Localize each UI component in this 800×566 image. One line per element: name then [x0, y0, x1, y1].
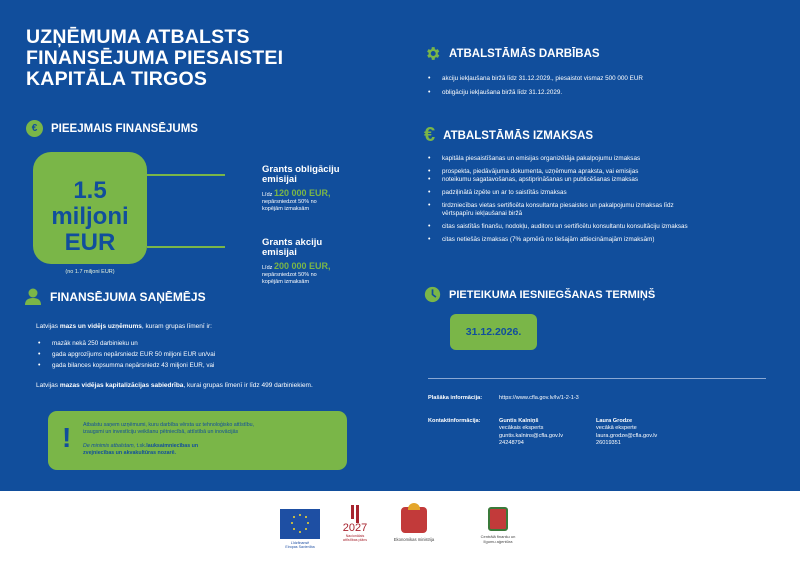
list-item: • akciju iekļaušana biržā līdz 31.12.2029., piesaistot vismaz 500 000 EUR: [426, 75, 643, 83]
clock-icon: [424, 286, 441, 303]
logo-caption: Centrālā finanšu un: [480, 534, 516, 539]
euro-icon: €: [424, 124, 436, 146]
activities-list: [426, 75, 643, 97]
grant-title: emisijai: [262, 174, 297, 185]
note-text: t.sk.: [135, 443, 147, 449]
list-item: • noteikumu sagatavošanas, apstiprināšanas un publicēšanas izmaksas: [426, 176, 688, 184]
list-item: • citas netiešās izmaksas (7% apmērā no tiešajām attiecināmajām izmaksām): [426, 236, 688, 244]
list-item: • padziļinātā izpēte un ar to saistītās izmaksas: [426, 189, 688, 197]
funding-amount-box: [33, 152, 147, 275]
contact-role: vecākā eksperte: [596, 425, 637, 432]
footer-logos: [0, 491, 800, 566]
note-italic: De minimis atbalstam,: [83, 443, 136, 449]
activities-heading: [424, 45, 600, 62]
title-line: FINANSĒJUMA PIESAISTEI: [26, 47, 284, 69]
more-info-label: Plašāka informācija:: [428, 395, 483, 401]
amount-note: (no 1.7 miljoni EUR): [65, 269, 115, 275]
section-title: FINANSĒJUMA SAŅĒMĒJS: [50, 289, 206, 304]
grant-bonds: [262, 165, 340, 213]
contact-phone: 26019351: [596, 439, 621, 446]
grant-title: Grants obligāciju: [262, 164, 340, 175]
contact-name: Laura Grodze: [596, 418, 633, 424]
grant-prefix: Līdz: [262, 265, 273, 271]
grant-amount: 120 000 EUR,: [273, 188, 331, 198]
nap-bars-icon: [340, 505, 370, 523]
contact-email[interactable]: laura.grodze@cfla.gov.lv: [596, 432, 658, 439]
logo-caption: Līdzfinansē: [290, 541, 310, 545]
list-item: • kapitāla piesaistīšanas un emisijas organizētāja pakalpojumu izmaksas: [426, 155, 688, 163]
grant-amount: 200 000 EUR,: [273, 261, 331, 271]
recipient-intro: [36, 322, 212, 331]
logo-caption: Nacionālais: [345, 534, 365, 538]
grant-title: Grants akciju: [262, 237, 323, 248]
recipient-outro: [36, 381, 313, 390]
costs-list: [426, 155, 688, 244]
contact-label-text: Kontaktinformācija:: [428, 418, 481, 424]
list-item: • tirdzniecības vietas sertificēta konsultanta piesaistes un pakalpojumu izmaksas līdz: [426, 202, 688, 210]
amount-line: EUR: [64, 229, 116, 256]
logo-caption: Ekonomikas ministrija: [393, 537, 435, 542]
list-item-continued: vērtspapīru iekļaušanai biržā: [442, 210, 523, 217]
contact-name: Guntis Kalniņš: [499, 418, 539, 424]
contact-card: [596, 418, 657, 447]
list-item: • gada bilances kopsumma nepārsniedz 43 miljoni EUR, vai: [36, 362, 215, 370]
contact-label: [428, 418, 481, 425]
note-text: [83, 422, 323, 436]
eu-flag-icon: [280, 509, 320, 539]
more-info-link[interactable]: https://www.cfla.gov.lv/lv/1-2-1-3: [499, 395, 579, 401]
section-title: ATBALSTĀMĀS IZMAKSAS: [443, 129, 594, 142]
grant-shares: [262, 238, 330, 286]
note-line: Atbalstu saņem uzņēmumi, kuru darbība vērsta uz tehnoloģisko attīstību,: [83, 422, 255, 428]
section-title: ATBALSTĀMĀS DARBĪBAS: [449, 47, 600, 60]
grant-title: emisijai: [262, 247, 297, 258]
euro-circle-icon: €: [26, 120, 43, 137]
more-info: [428, 395, 482, 402]
deadline-heading: [424, 286, 655, 303]
nap-mark: 2027: [342, 522, 368, 534]
coat-of-arms-icon: [488, 507, 508, 531]
text-bold: mazas vidējas kapitalizācijas sabiedrība: [59, 382, 184, 389]
person-icon: [24, 288, 42, 305]
eligibility-note: [48, 411, 347, 470]
text: , kuram grupas līmenī ir:: [141, 323, 212, 330]
title-line: KAPITĀLA TIRGOS: [26, 68, 208, 90]
logo-caption: attīstības plāns: [342, 538, 368, 542]
eu-flag-logo: [278, 509, 322, 549]
connector-line: [147, 246, 225, 248]
section-title: PIETEIKUMA IESNIEGŠANAS TERMIŅŠ: [449, 288, 656, 301]
page-title: [26, 27, 283, 90]
logo-caption: Eiropas Savienība: [285, 545, 315, 549]
recipient-heading: [24, 288, 206, 305]
section-title: PIEEJMAIS FINANSĒJUMS: [51, 122, 198, 135]
list-item: • prospekta, piedāvājuma dokumenta, uzņēmuma apraksta, vai emisijas: [426, 168, 688, 176]
logo-caption: līgumu aģentūra: [483, 539, 513, 544]
connector-line: [147, 174, 225, 176]
note-de-minimis: [83, 443, 283, 457]
divider: [428, 378, 766, 379]
amount-line: 1.5 miljoni: [51, 177, 129, 230]
list-item: • mazāk nekā 250 darbinieku un: [36, 340, 215, 348]
contact-phone: 24248794: [499, 439, 524, 446]
grant-desc: kopējām izmaksām: [262, 279, 310, 285]
grant-desc: nepārsniedzot 50% no: [262, 199, 317, 205]
note-line: izaugsmi un investīciju veikšanu pētniecībā, attīstībā un inovācijās: [83, 429, 239, 435]
contact-role: vecākais eksperts: [499, 425, 544, 432]
gear-icon: [424, 45, 441, 62]
grant-desc: kopējām izmaksām: [262, 206, 310, 212]
list-item: • citas saistītās finanšu, nodokļu, auditoru un sertificētu konsultantu konsultāciju izmaksas: [426, 223, 688, 231]
deadline-date: 31.12.2026.: [450, 314, 537, 350]
grant-desc: nepārsniedzot 50% no: [262, 272, 317, 278]
ekonomikas-ministrija-logo: [386, 507, 442, 542]
nap-2027-logo: [340, 505, 370, 542]
title-line: UZŅĒMUMA ATBALSTS: [26, 26, 250, 48]
text: , kurai grupas līmenī ir līdz 499 darbiniekiem.: [183, 382, 313, 389]
text: Latvijas: [36, 382, 60, 389]
coat-of-arms-icon: [401, 507, 427, 533]
contact-card: [499, 418, 563, 447]
exclamation-icon: !: [62, 422, 72, 453]
funding-amount: [33, 178, 147, 256]
recipient-criteria-list: [36, 340, 215, 370]
list-item: • obligāciju iekļaušana biržā līdz 31.12.2029.: [426, 89, 643, 97]
note-bold: zvejniecības un akvakultūras nozarē.: [83, 450, 177, 456]
note-bold: lauksaimniecības un: [146, 443, 199, 449]
text: Latvijas: [36, 323, 60, 330]
available-funding-heading: [26, 120, 198, 137]
text-bold: mazs un vidējs uzņēmums: [59, 323, 142, 330]
contact-email[interactable]: guntis.kalnins@cfla.gov.lv: [499, 432, 564, 439]
cfla-logo: [475, 507, 521, 544]
list-item: • gada apgrozījums nepārsniedz EUR 50 miljoni EUR un/vai: [36, 351, 215, 359]
costs-heading: [424, 124, 593, 147]
grant-prefix: Līdz: [262, 192, 273, 198]
